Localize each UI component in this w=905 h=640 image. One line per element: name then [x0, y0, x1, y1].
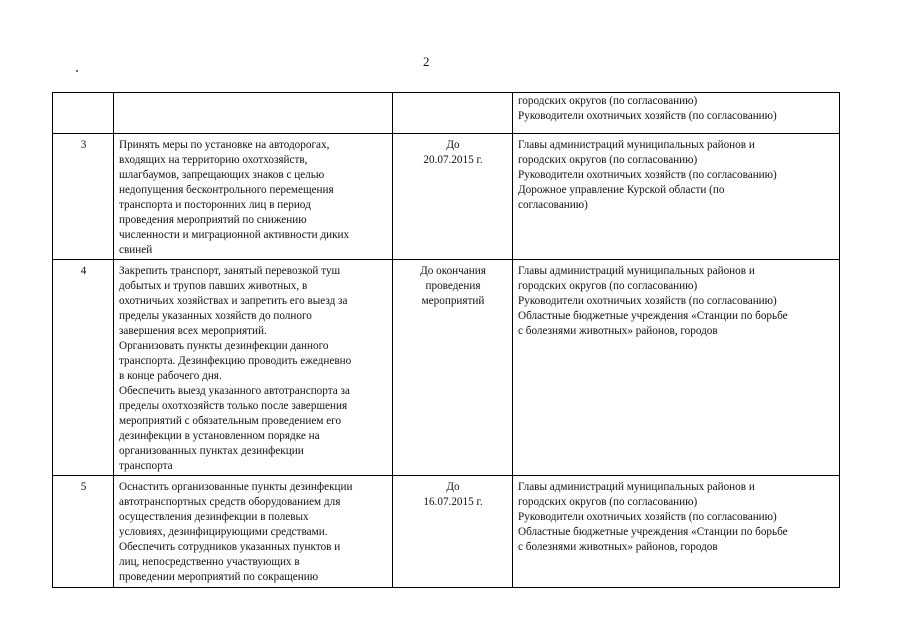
- table-row: [53, 93, 840, 134]
- row-number: [53, 93, 114, 134]
- term-cell: До 16.07.2015 г.: [393, 476, 513, 588]
- page-number: 2: [423, 54, 430, 69]
- table-row: [53, 260, 840, 476]
- row-number: 4: [53, 260, 114, 476]
- action-cell: Закрепить транспорт, занятый перевозкой туш добытых и трупов павших животных, в охотничьих хозяйствах и запретить его выезд за пределы указанных хозяйств до полного завершения всех мероприятий. Организовать пункты дезинфекции данного транспорта. Дезинфекцию проводить ежедневно в конце рабочего дня. Обеспечить выезд указанного автотранспорта за пределы охотхозяйств только после завершения мероприятий с обязательным проведением его дезинфекции в установленном порядке на организованных пунктах дезинфекции транспорта: [114, 260, 393, 476]
- scan-speck: [76, 70, 78, 72]
- responsible-cell: городских округов (по согласованию) Руководители охотничьих хозяйств (по согласованию): [513, 93, 840, 134]
- row-number: 3: [53, 134, 114, 260]
- responsible-cell: Главы администраций муниципальных районов и городских округов (по согласованию) Руководители охотничьих хозяйств (по согласованию) Областные бюджетные учреждения «Станции по борьбе с болезнями животных» районов, городов: [513, 260, 840, 476]
- term-cell: До окончания проведения мероприятий: [393, 260, 513, 476]
- responsible-cell: Главы администраций муниципальных районов и городских округов (по согласованию) Руководители охотничьих хозяйств (по согласованию) Дорожное управление Курской области (по согласованию): [513, 134, 840, 260]
- table-row: [53, 476, 840, 588]
- row-number: 5: [53, 476, 114, 588]
- action-cell: [114, 93, 393, 134]
- measures-table: [52, 92, 840, 588]
- table-row: [53, 134, 840, 260]
- term-cell: До 20.07.2015 г.: [393, 134, 513, 260]
- action-cell: Принять меры по установке на автодорогах, входящих на территорию охотхозяйств, шлагбаумов, запрещающих знаков с целью недопущения бесконтрольного перемещения транспорта и посторонних лиц в период проведения мероприятий по снижению численности и миграционной активности диких свиней: [114, 134, 393, 260]
- action-cell: Оснастить организованные пункты дезинфекции автотранспортных средств оборудованием для осуществления дезинфекции в полевых условиях, дезинфицирующими средствами. Обеспечить сотрудников указанных пунктов и лиц, непосредственно участвующих в проведении мероприятий по сокращению: [114, 476, 393, 588]
- responsible-cell: Главы администраций муниципальных районов и городских округов (по согласованию) Руководители охотничьих хозяйств (по согласованию) Областные бюджетные учреждения «Станции по борьбе с болезнями животных» районов, городов: [513, 476, 840, 588]
- term-cell: [393, 93, 513, 134]
